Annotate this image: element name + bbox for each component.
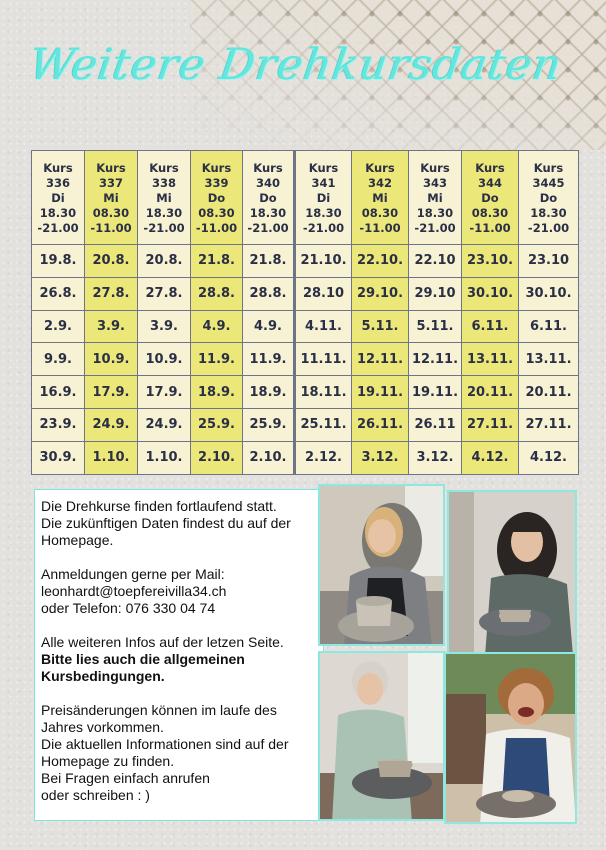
table-row xyxy=(32,310,579,343)
date-cell: 4.12. xyxy=(462,441,519,474)
date-cell: 24.9. xyxy=(138,408,191,441)
course-schedule-table xyxy=(31,150,578,474)
date-cell: 13.11. xyxy=(462,343,519,376)
table-row xyxy=(32,245,579,278)
course-end: -21.00 xyxy=(414,221,456,235)
photo-pottery-student-2 xyxy=(447,490,577,654)
course-num: 343 xyxy=(422,176,447,190)
date-cell: 5.11. xyxy=(352,310,409,343)
course-header-344 xyxy=(462,151,519,245)
course-kurs: Kurs xyxy=(43,161,73,175)
course-end: -11.00 xyxy=(195,221,238,235)
course-kurs: Kurs xyxy=(149,161,179,175)
course-day: Do xyxy=(481,191,499,205)
date-cell: 23.9. xyxy=(32,408,85,441)
date-cell: 27.11. xyxy=(519,408,579,441)
course-num: 3445 xyxy=(532,176,565,190)
info-text: Jahres vorkommen. xyxy=(41,719,164,735)
photo-pottery-student-4 xyxy=(444,652,577,824)
date-cell: 26.8. xyxy=(32,277,85,310)
info-text: Homepage zu finden. xyxy=(41,753,175,769)
course-start: 08.30 xyxy=(198,206,235,220)
date-cell: 30.10. xyxy=(519,277,579,310)
date-cell: 20.8. xyxy=(85,245,138,278)
date-cell: 1.10. xyxy=(85,441,138,474)
course-kurs: Kurs xyxy=(253,161,283,175)
course-end: -21.00 xyxy=(247,221,289,235)
info-bold-text: Kursbedingungen. xyxy=(41,668,165,684)
info-text: Die aktuellen Informationen sind auf der xyxy=(41,736,289,752)
course-day: Di xyxy=(316,191,331,205)
date-cell: 1.10. xyxy=(138,441,191,474)
date-cell: 4.9. xyxy=(191,310,243,343)
date-cell: 27.8. xyxy=(138,277,191,310)
course-day: Mi xyxy=(103,191,119,205)
date-cell: 6.11. xyxy=(462,310,519,343)
info-text: Die zukünftigen Daten findest du auf der xyxy=(41,515,291,531)
date-cell: 27.8. xyxy=(85,277,138,310)
date-cell: 2.9. xyxy=(32,310,85,343)
date-cell: 12.11. xyxy=(352,343,409,376)
course-start: 18.30 xyxy=(305,206,342,220)
date-cell: 17.9. xyxy=(138,376,191,409)
course-day: Do xyxy=(539,191,558,205)
course-num: 344 xyxy=(477,176,502,190)
date-cell: 16.9. xyxy=(32,376,85,409)
course-start: 18.30 xyxy=(145,206,183,220)
date-cell: 4.9. xyxy=(243,310,295,343)
date-cell: 23.10. xyxy=(462,245,519,278)
course-day: Mi xyxy=(427,191,443,205)
date-cell: 18.9. xyxy=(243,376,295,409)
course-end: -21.00 xyxy=(302,221,345,235)
date-cell: 11.9. xyxy=(191,343,243,376)
date-cell: 12.11. xyxy=(409,343,462,376)
date-cell: 25.9. xyxy=(191,408,243,441)
info-text: Preisänderungen können im laufe des xyxy=(41,702,277,718)
course-num: 336 xyxy=(45,176,70,190)
date-cell: 9.9. xyxy=(32,343,85,376)
schedule-grid xyxy=(31,150,579,475)
date-cell: 25.9. xyxy=(243,408,295,441)
date-cell: 21.10. xyxy=(295,245,352,278)
date-cell: 10.9. xyxy=(138,343,191,376)
course-kurs: Kurs xyxy=(365,161,395,175)
course-num: 340 xyxy=(255,176,280,190)
course-start: 18.30 xyxy=(249,206,287,220)
date-cell: 28.8. xyxy=(243,277,295,310)
table-row xyxy=(32,343,579,376)
email-link[interactable]: leonhardt@toepfereivilla34.ch xyxy=(41,583,227,599)
course-header-343 xyxy=(409,151,462,245)
course-kurs: Kurs xyxy=(308,161,339,175)
course-start: 08.30 xyxy=(92,206,130,220)
date-cell: 22.10. xyxy=(352,245,409,278)
date-cell: 25.11. xyxy=(295,408,352,441)
course-header-337 xyxy=(85,151,138,245)
course-start: 08.30 xyxy=(361,206,399,220)
course-kurs: Kurs xyxy=(96,161,126,175)
info-text: Homepage. xyxy=(41,532,114,548)
table-row xyxy=(32,408,579,441)
course-header-336 xyxy=(32,151,85,245)
date-cell: 19.8. xyxy=(32,245,85,278)
date-cell: 13.11. xyxy=(519,343,579,376)
course-header-341 xyxy=(295,151,352,245)
course-num: 342 xyxy=(367,176,392,190)
date-cell: 21.8. xyxy=(191,245,243,278)
course-header-339 xyxy=(191,151,243,245)
course-end: -11.00 xyxy=(359,221,401,235)
course-header-340 xyxy=(243,151,295,245)
date-cell: 30.9. xyxy=(32,441,85,474)
info-text: Die Drehkurse finden fortlaufend statt. xyxy=(41,498,277,514)
course-header-row xyxy=(32,151,579,245)
date-cell: 18.11. xyxy=(295,376,352,409)
date-cell: 22.10 xyxy=(409,245,462,278)
course-num: 337 xyxy=(98,176,123,190)
course-kurs: Kurs xyxy=(533,161,564,175)
date-cell: 24.9. xyxy=(85,408,138,441)
date-cell: 3.9. xyxy=(85,310,138,343)
date-cell: 29.10 xyxy=(409,277,462,310)
course-end: -21.00 xyxy=(37,221,79,235)
course-start: 18.30 xyxy=(530,206,567,220)
course-day: Di xyxy=(51,191,65,205)
photo-pottery-student-1 xyxy=(318,484,445,646)
date-cell: 30.10. xyxy=(462,277,519,310)
course-start: 18.30 xyxy=(39,206,77,220)
info-panel xyxy=(34,489,324,821)
course-header-342 xyxy=(352,151,409,245)
date-cell: 28.8. xyxy=(191,277,243,310)
date-cell: 20.11. xyxy=(462,376,519,409)
date-cell: 3.12. xyxy=(352,441,409,474)
course-start: 18.30 xyxy=(416,206,454,220)
course-num: 339 xyxy=(204,176,229,190)
photo-pottery-student-3 xyxy=(318,651,445,821)
date-cell: 10.9. xyxy=(85,343,138,376)
info-text: Alle weiteren Infos auf der letzen Seite. xyxy=(41,634,284,650)
date-cell: 17.9. xyxy=(85,376,138,409)
date-cell: 5.11. xyxy=(409,310,462,343)
table-row xyxy=(32,277,579,310)
info-text: Anmeldungen gerne per Mail: xyxy=(41,566,225,582)
date-cell: 26.11 xyxy=(409,408,462,441)
course-kurs: Kurs xyxy=(475,161,505,175)
course-header-3445 xyxy=(519,151,579,245)
course-day: Do xyxy=(259,191,277,205)
course-start: 08.30 xyxy=(471,206,509,220)
date-cell: 27.11. xyxy=(462,408,519,441)
course-num: 341 xyxy=(311,176,336,190)
date-cell: 4.11. xyxy=(295,310,352,343)
phone-text: oder Telefon: 076 330 04 74 xyxy=(41,600,216,616)
course-end: -11.00 xyxy=(90,221,132,235)
course-header-338 xyxy=(138,151,191,245)
course-kurs: Kurs xyxy=(201,161,232,175)
date-cell: 29.10. xyxy=(352,277,409,310)
course-day: Mi xyxy=(156,191,172,205)
date-cell: 18.9. xyxy=(191,376,243,409)
date-cell: 2.10. xyxy=(243,441,295,474)
course-day: Mi xyxy=(372,191,388,205)
table-row xyxy=(32,376,579,409)
info-text: oder schreiben : ) xyxy=(41,787,150,803)
date-cell: 21.8. xyxy=(243,245,295,278)
course-end: -21.00 xyxy=(527,221,570,235)
date-cell: 11.9. xyxy=(243,343,295,376)
date-cell: 23.10 xyxy=(519,245,579,278)
date-cell: 11.11. xyxy=(295,343,352,376)
date-cell: 20.11. xyxy=(519,376,579,409)
date-cell: 26.11. xyxy=(352,408,409,441)
course-end: -21.00 xyxy=(143,221,185,235)
info-bold-text: Bitte lies auch die allgemeinen xyxy=(41,651,245,667)
info-text: Bei Fragen einfach anrufen xyxy=(41,770,210,786)
date-cell: 28.10 xyxy=(295,277,352,310)
date-cell: 2.10. xyxy=(191,441,243,474)
date-cell: 6.11. xyxy=(519,310,579,343)
date-cell: 20.8. xyxy=(138,245,191,278)
course-day: Do xyxy=(207,191,226,205)
date-cell: 2.12. xyxy=(295,441,352,474)
course-kurs: Kurs xyxy=(420,161,450,175)
date-cell: 19.11. xyxy=(352,376,409,409)
course-num: 338 xyxy=(151,176,176,190)
date-cell: 4.12. xyxy=(519,441,579,474)
date-cell: 19.11. xyxy=(409,376,462,409)
date-cell: 3.9. xyxy=(138,310,191,343)
table-row xyxy=(32,441,579,474)
course-end: -11.00 xyxy=(469,221,511,235)
date-cell: 3.12. xyxy=(409,441,462,474)
page-title: Weitere Drehkursdaten xyxy=(26,40,566,90)
